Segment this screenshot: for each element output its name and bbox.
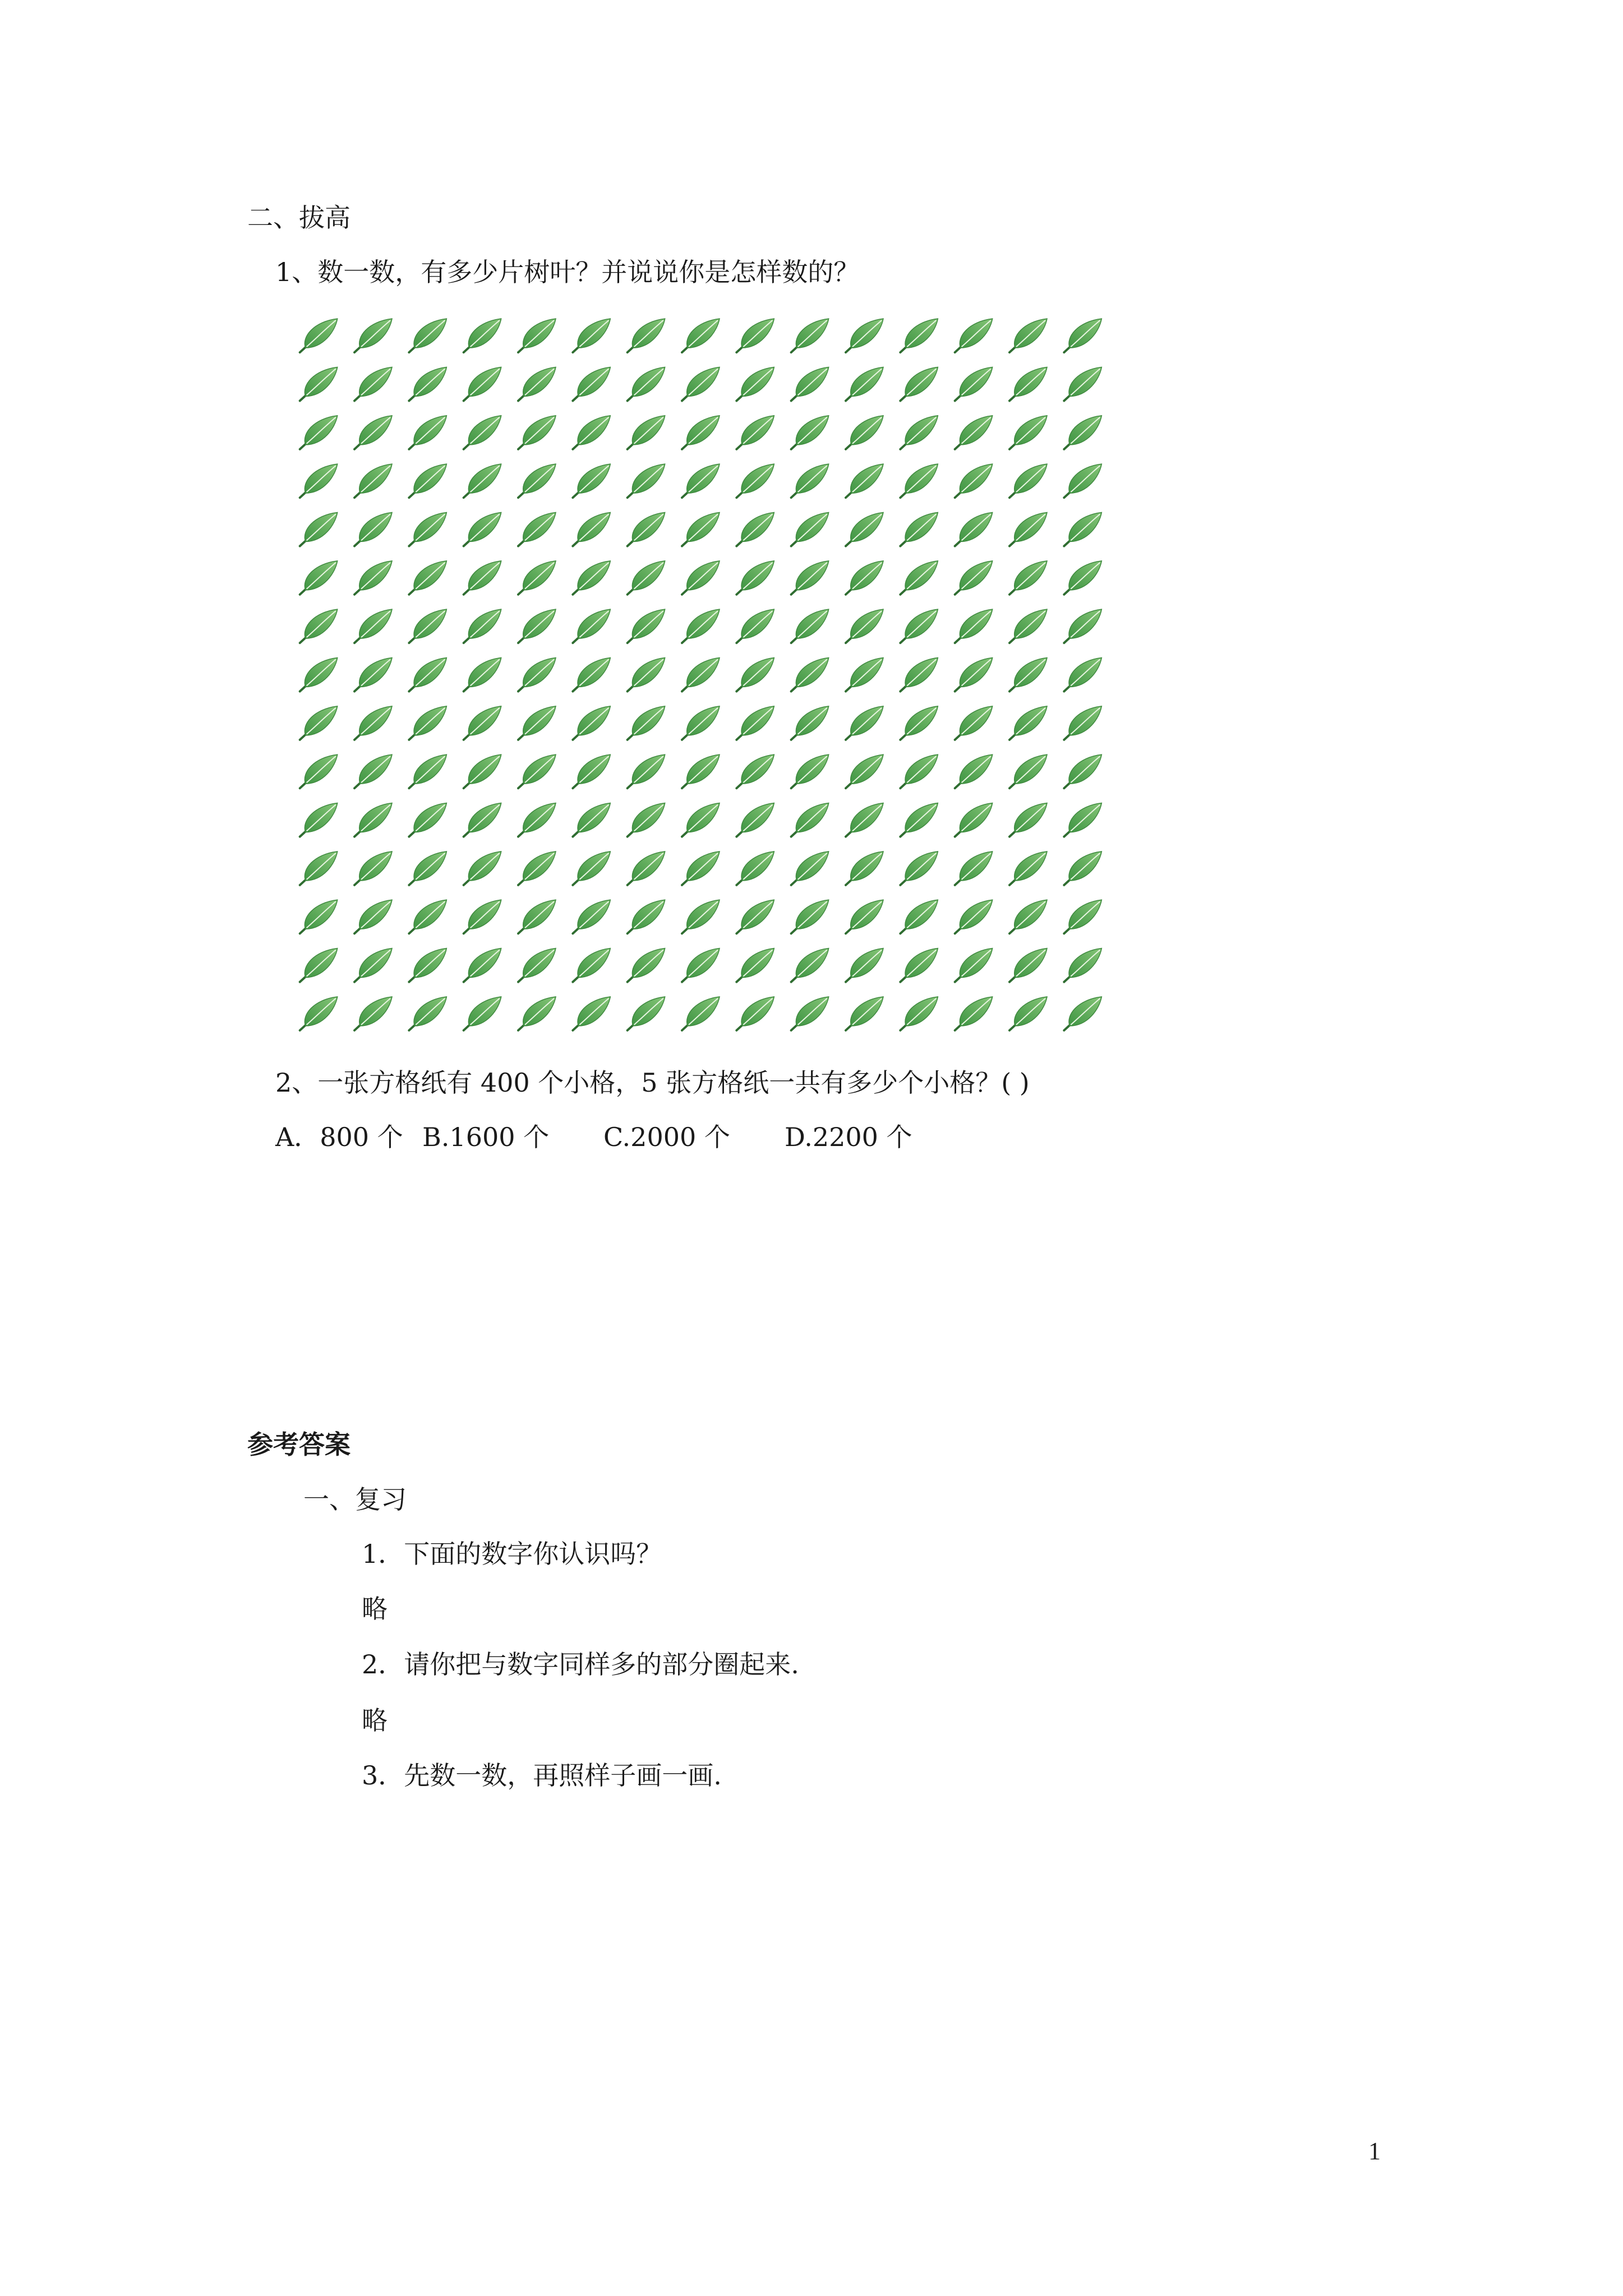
leaf-icon: [846, 706, 883, 740]
leaf-icon: [736, 513, 774, 546]
leaf-icon: [791, 754, 829, 788]
leaf-icon: [1064, 852, 1101, 885]
leaf-icon: [573, 561, 610, 595]
leaf-icon: [900, 367, 938, 401]
leaf-icon: [354, 416, 392, 449]
leaf-icon: [900, 900, 938, 933]
leaf-icon: [518, 900, 556, 933]
leaf-icon: [1009, 706, 1047, 740]
leaf-icon: [791, 609, 829, 643]
leaf-icon: [409, 852, 446, 885]
leaf-icon: [628, 706, 665, 740]
leaf-icon: [736, 609, 774, 643]
leaf-icon: [573, 319, 610, 352]
leaf-icon: [354, 464, 392, 498]
leaf-icon: [900, 416, 938, 449]
leaf-icon: [518, 706, 556, 740]
leaf-icon: [682, 513, 720, 546]
leaf-icon: [846, 319, 883, 352]
leaf-grid-image: [292, 311, 1110, 1038]
leaf-icon: [464, 949, 501, 982]
leaf-icon: [354, 609, 392, 643]
leaf-icon: [900, 852, 938, 885]
leaf-icon: [1009, 900, 1047, 933]
leaf-icon: [736, 803, 774, 837]
leaf-icon: [682, 367, 720, 401]
leaf-icon: [300, 609, 338, 643]
leaf-icon: [1064, 416, 1101, 449]
leaf-icon: [573, 416, 610, 449]
leaf-icon: [464, 609, 501, 643]
leaf-icon: [682, 658, 720, 692]
leaf-icon: [628, 900, 665, 933]
leaf-icon: [846, 416, 883, 449]
leaf-icon: [354, 997, 392, 1030]
leaf-icon: [464, 852, 501, 885]
leaf-icon: [736, 852, 774, 885]
leaf-icon: [682, 949, 720, 982]
leaf-icon: [300, 900, 338, 933]
leaf-icon: [300, 852, 338, 885]
leaf-icon: [464, 706, 501, 740]
leaf-icon: [518, 416, 556, 449]
leaf-icon: [955, 609, 993, 643]
leaf-icon: [1009, 561, 1047, 595]
leaf-icon: [354, 561, 392, 595]
leaf-icon: [518, 367, 556, 401]
leaf-icon: [791, 367, 829, 401]
leaf-icon: [409, 658, 446, 692]
leaf-icon: [300, 949, 338, 982]
leaf-icon: [955, 900, 993, 933]
leaf-icon: [736, 706, 774, 740]
leaf-icon: [1064, 464, 1101, 498]
leaf-icon: [573, 706, 610, 740]
leaf-icon: [409, 464, 446, 498]
leaf-icon: [300, 367, 338, 401]
leaf-icon: [955, 997, 993, 1030]
option-d: D.2200 个: [785, 1122, 912, 1152]
leaf-icon: [955, 949, 993, 982]
leaf-icon: [1009, 416, 1047, 449]
leaf-icon: [900, 561, 938, 595]
leaf-icon: [846, 900, 883, 933]
leaf-icon: [1064, 900, 1101, 933]
leaf-icon: [955, 561, 993, 595]
leaf-icon: [518, 949, 556, 982]
leaf-icon: [409, 319, 446, 352]
leaf-icon: [518, 513, 556, 546]
leaf-icon: [1009, 367, 1047, 401]
leaf-icon: [464, 416, 501, 449]
answer-text-1: 略: [362, 1594, 388, 1624]
leaf-icon: [464, 900, 501, 933]
leaf-icon: [846, 949, 883, 982]
leaf-icon: [354, 803, 392, 837]
section-heading: 二、拔高: [247, 203, 351, 233]
leaf-icon: [628, 464, 665, 498]
leaf-icon: [300, 803, 338, 837]
answers-subheading: 一、复习: [303, 1484, 407, 1515]
leaf-icon: [1064, 706, 1101, 740]
leaf-icon: [955, 513, 993, 546]
leaf-icon: [682, 997, 720, 1030]
leaf-icon: [846, 658, 883, 692]
leaf-icon: [846, 609, 883, 643]
leaf-icon: [791, 852, 829, 885]
leaf-icon: [736, 367, 774, 401]
leaf-icon: [464, 997, 501, 1030]
leaf-icon: [1009, 997, 1047, 1030]
leaf-icon: [1009, 658, 1047, 692]
leaf-icon: [409, 416, 446, 449]
leaf-icon: [464, 561, 501, 595]
leaf-icon: [900, 803, 938, 837]
leaf-icon: [464, 658, 501, 692]
question-2: 2、一张方格纸有 400 个小格，5 张方格纸一共有多少个小格？( ): [275, 1068, 1030, 1098]
leaf-icon: [1009, 754, 1047, 788]
leaf-icon: [518, 997, 556, 1030]
leaf-icon: [736, 997, 774, 1030]
leaf-icon: [1064, 754, 1101, 788]
leaf-icon: [409, 997, 446, 1030]
leaf-icon: [846, 464, 883, 498]
leaf-icon: [573, 900, 610, 933]
leaf-icon: [736, 464, 774, 498]
leaf-icon: [846, 561, 883, 595]
leaf-icon: [846, 754, 883, 788]
leaf-icon: [518, 803, 556, 837]
leaf-icon: [682, 561, 720, 595]
leaf-icon: [846, 852, 883, 885]
leaf-icon: [354, 754, 392, 788]
leaf-icon: [791, 900, 829, 933]
leaf-icon: [573, 997, 610, 1030]
leaf-icon: [900, 706, 938, 740]
answers-title: 参考答案: [247, 1429, 351, 1460]
leaf-icon: [682, 754, 720, 788]
leaf-icon: [628, 754, 665, 788]
leaf-icon: [573, 754, 610, 788]
leaf-icon: [736, 319, 774, 352]
leaf-icon: [955, 852, 993, 885]
leaf-icon: [300, 416, 338, 449]
answer-options: [275, 1120, 912, 1154]
leaf-icon: [900, 464, 938, 498]
leaf-icon: [1009, 852, 1047, 885]
leaf-icon: [900, 609, 938, 643]
leaf-icon: [464, 754, 501, 788]
leaf-icon: [518, 319, 556, 352]
leaf-icon: [464, 319, 501, 352]
leaf-icon: [955, 803, 993, 837]
leaf-icon: [354, 706, 392, 740]
leaf-icon: [464, 803, 501, 837]
leaf-icon: [736, 658, 774, 692]
leaf-icon: [573, 609, 610, 643]
leaf-icon: [409, 706, 446, 740]
leaf-icon: [518, 852, 556, 885]
leaf-icon: [573, 367, 610, 401]
leaf-icon: [955, 754, 993, 788]
leaf-icon: [354, 852, 392, 885]
leaf-icon: [955, 319, 993, 352]
leaf-icon: [1064, 367, 1101, 401]
leaf-icon: [682, 852, 720, 885]
leaf-icon: [846, 513, 883, 546]
leaf-icon: [682, 900, 720, 933]
leaf-icon: [409, 900, 446, 933]
leaf-icon: [518, 609, 556, 643]
leaf-icon: [791, 706, 829, 740]
leaf-icon: [791, 464, 829, 498]
leaf-icon: [682, 609, 720, 643]
leaf-icon: [628, 852, 665, 885]
leaf-icon: [409, 561, 446, 595]
leaf-icon: [1064, 561, 1101, 595]
leaf-icon: [628, 416, 665, 449]
leaf-icon: [300, 513, 338, 546]
leaf-icon: [354, 658, 392, 692]
leaf-icon: [628, 367, 665, 401]
leaf-icon: [354, 900, 392, 933]
leaf-icon: [573, 803, 610, 837]
leaf-icon: [464, 513, 501, 546]
leaf-icon: [682, 803, 720, 837]
leaf-icon: [409, 367, 446, 401]
leaf-icon: [354, 949, 392, 982]
question-1: 1、数一数，有多少片树叶？并说说你是怎样数的？: [275, 257, 860, 287]
leaf-icon: [1009, 513, 1047, 546]
leaf-icon: [628, 513, 665, 546]
leaf-icon: [409, 803, 446, 837]
option-c: C.2000 个: [603, 1122, 730, 1152]
leaf-icon: [1009, 464, 1047, 498]
leaf-icon: [900, 997, 938, 1030]
leaf-icon: [300, 706, 338, 740]
leaf-icon: [682, 706, 720, 740]
leaf-icon: [900, 949, 938, 982]
leaf-icon: [736, 416, 774, 449]
leaf-icon: [300, 658, 338, 692]
leaf-icon: [791, 561, 829, 595]
leaf-icon: [791, 658, 829, 692]
leaf-icon: [791, 513, 829, 546]
leaf-icon: [900, 513, 938, 546]
leaf-icon: [682, 319, 720, 352]
leaf-icon: [518, 561, 556, 595]
leaf-icon: [791, 319, 829, 352]
leaf-icon: [354, 513, 392, 546]
leaf-icon: [1064, 997, 1101, 1030]
leaf-icon: [900, 319, 938, 352]
leaf-icon: [409, 609, 446, 643]
leaf-icon: [300, 997, 338, 1030]
leaf-icon: [791, 803, 829, 837]
leaf-icon: [409, 754, 446, 788]
leaf-icon: [1064, 513, 1101, 546]
leaf-icon: [518, 754, 556, 788]
leaf-icon: [518, 464, 556, 498]
leaf-icon: [300, 754, 338, 788]
leaf-icon: [573, 513, 610, 546]
page-number: 1: [1368, 2137, 1381, 2165]
leaf-icon: [900, 658, 938, 692]
leaf-icon: [628, 609, 665, 643]
leaf-icon: [846, 803, 883, 837]
leaf-icon: [300, 561, 338, 595]
leaf-icon: [791, 997, 829, 1030]
leaf-icon: [1064, 319, 1101, 352]
option-a: A．800 个: [275, 1122, 403, 1152]
leaf-icon: [955, 416, 993, 449]
leaf-icon: [628, 803, 665, 837]
leaf-icon: [846, 367, 883, 401]
leaf-icon: [955, 658, 993, 692]
leaf-icon: [1064, 949, 1101, 982]
leaf-icon: [900, 754, 938, 788]
leaf-icon: [1064, 658, 1101, 692]
leaf-icon: [955, 706, 993, 740]
leaf-icon: [628, 319, 665, 352]
leaf-icon: [464, 464, 501, 498]
leaf-icon: [1009, 319, 1047, 352]
leaf-icon: [409, 949, 446, 982]
leaf-icon: [573, 464, 610, 498]
leaf-icon: [736, 754, 774, 788]
leaf-icon: [682, 464, 720, 498]
leaf-icon: [354, 367, 392, 401]
answer-question-3: 3．先数一数，再照样子画一画.: [362, 1760, 722, 1791]
leaf-icon: [736, 561, 774, 595]
leaf-icon: [573, 852, 610, 885]
answer-question-1: 1．下面的数字你认识吗？: [362, 1539, 662, 1569]
leaf-icon: [1064, 803, 1101, 837]
leaf-icon: [955, 367, 993, 401]
leaf-icon: [573, 658, 610, 692]
leaf-icon: [628, 658, 665, 692]
leaf-icon: [628, 949, 665, 982]
leaf-icon: [736, 949, 774, 982]
leaf-icon: [791, 949, 829, 982]
leaf-icon: [736, 900, 774, 933]
leaf-icon: [1064, 609, 1101, 643]
leaf-icon: [573, 949, 610, 982]
leaf-icon: [628, 997, 665, 1030]
leaf-icon: [354, 319, 392, 352]
leaf-icon: [1009, 803, 1047, 837]
leaf-icon: [1009, 949, 1047, 982]
option-b: B.1600 个: [422, 1122, 550, 1152]
leaf-icon: [628, 561, 665, 595]
answer-question-2: 2．请你把与数字同样多的部分圈起来.: [362, 1649, 799, 1680]
leaf-icon: [409, 513, 446, 546]
leaf-icon: [464, 367, 501, 401]
leaf-icon: [791, 416, 829, 449]
leaf-icon: [300, 319, 338, 352]
leaf-icon: [846, 997, 883, 1030]
leaf-icon: [518, 658, 556, 692]
answer-text-2: 略: [362, 1705, 388, 1736]
leaf-icon: [955, 464, 993, 498]
leaf-icon: [1009, 609, 1047, 643]
leaf-icon: [300, 464, 338, 498]
leaf-icon: [682, 416, 720, 449]
